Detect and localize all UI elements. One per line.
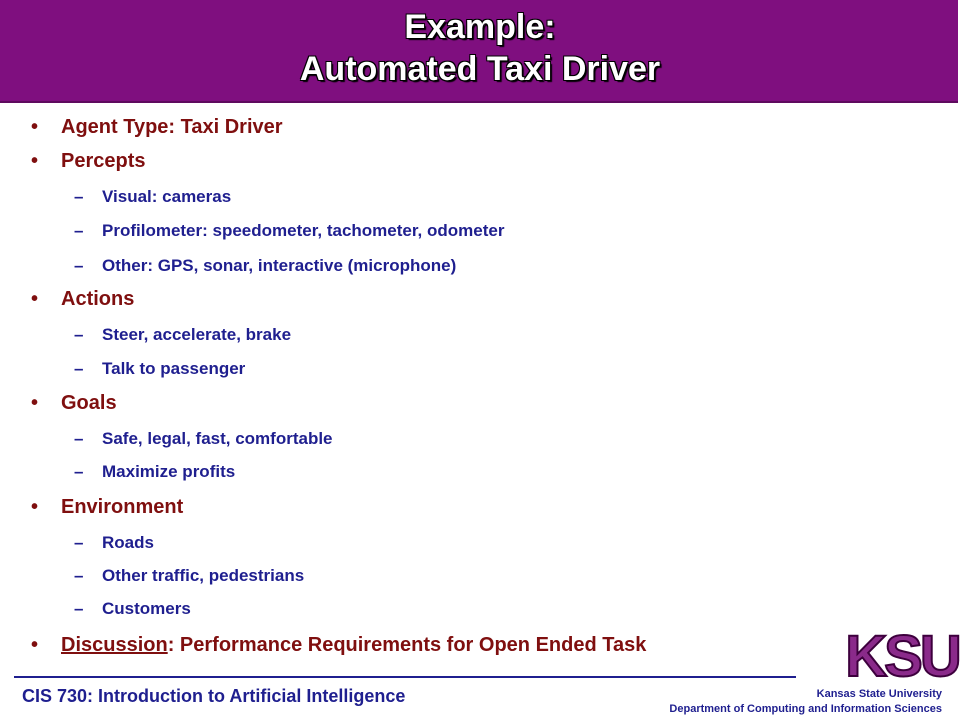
bullet-icon: •: [31, 392, 39, 414]
bullet-actions: • Actions: [31, 288, 135, 310]
sub-item: – Customers: [74, 599, 191, 618]
dash-icon: –: [74, 462, 84, 481]
discussion-label: Discussion: [61, 634, 168, 656]
title-line-1: Example:: [404, 8, 556, 46]
sub-item: – Visual: cameras: [74, 187, 232, 206]
bullet-percepts: • Percepts: [31, 150, 146, 172]
dash-icon: –: [74, 533, 84, 552]
dash-icon: –: [74, 187, 84, 206]
sub-item: – Safe, legal, fast, comfortable: [74, 429, 333, 448]
sub-item: – Talk to passenger: [74, 359, 246, 378]
sub-item: – Steer, accelerate, brake: [74, 325, 292, 344]
bullet-environment: • Environment: [31, 496, 184, 518]
bullet-icon: •: [31, 634, 39, 656]
dash-icon: –: [74, 221, 84, 240]
sub-item: – Profilometer: speedometer, tachometer, odometer: [74, 221, 505, 240]
sub-item: – Roads: [74, 533, 154, 552]
dash-icon: –: [74, 566, 84, 585]
bullet-agent-type: • Agent Type: Taxi Driver: [31, 116, 283, 138]
dash-icon: –: [74, 599, 84, 618]
dash-icon: –: [74, 359, 84, 378]
discussion-text: : Performance Requirements for Open Ended Task: [167, 634, 647, 656]
slide-title: [0, 6, 960, 90]
bullet-goals: • Goals: [31, 392, 117, 414]
bullet-icon: •: [31, 116, 39, 138]
bullet-discussion: [31, 634, 647, 657]
dash-icon: –: [74, 325, 84, 344]
bullet-icon: •: [31, 150, 39, 172]
department-name: Department of Computing and Information Sciences: [669, 703, 942, 715]
university-name: Kansas State University: [816, 688, 942, 700]
dash-icon: –: [74, 256, 84, 275]
course-title: CIS 730: Introduction to Artificial Intelligence: [22, 686, 406, 706]
footer-divider: [14, 676, 796, 678]
sub-item: – Maximize profits: [74, 462, 236, 481]
ksu-logo-text: KSU: [845, 624, 959, 689]
sub-item: – Other: GPS, sonar, interactive (microphone): [74, 256, 457, 275]
dash-icon: –: [74, 429, 84, 448]
bullet-icon: •: [31, 288, 39, 310]
ksu-logo: [845, 620, 959, 689]
bullet-icon: •: [31, 496, 39, 518]
title-line-2: Automated Taxi Driver: [299, 50, 661, 88]
sub-item: – Other traffic, pedestrians: [74, 566, 305, 585]
